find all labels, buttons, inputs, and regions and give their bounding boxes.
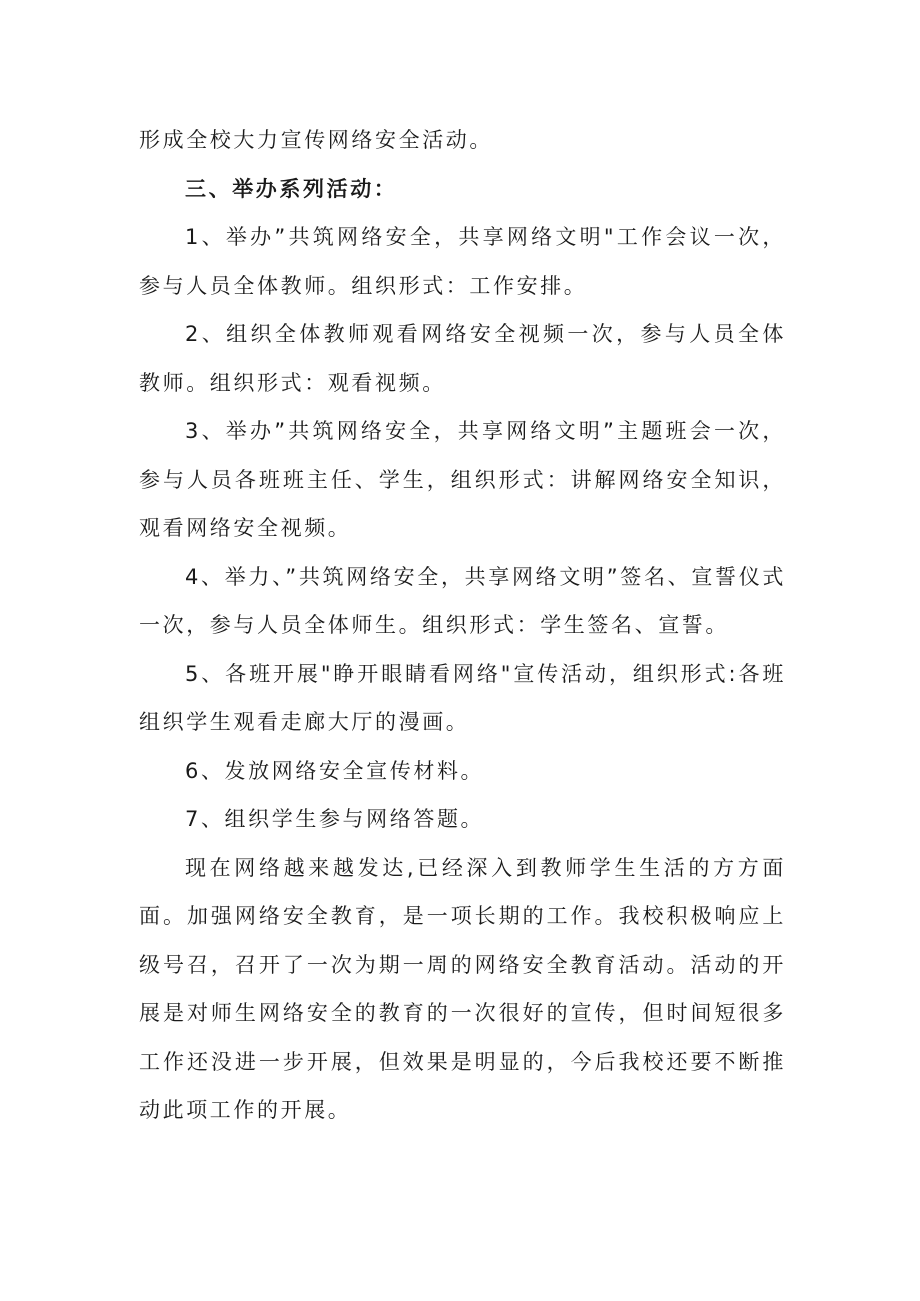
activity-item-4: 4、举力、”共筑网络安全，共享网络文明”签名、宣誓仪式一次，参与人员全体师生。组织形式：学生签名、宣誓。 [139,564,786,637]
activity-item-6: 6、发放网络安全宣传材料。 [185,758,485,783]
activity-item-5: 5、各班开展"睁开眼睛看网络"宣传活动，组织形式:各班组织学生观看走廊大厅的漫画。 [139,661,786,734]
conclusion-paragraph: 现在网络越来越发达,已经深入到教师学生生活的方方面面。加强网络安全教育，是一项长期的工作。我校积极响应上级号召，召开了一次为期一周的网络安全教育活动。活动的开展是对师生网络安全的教育的一次很好的宣传，但时间短很多工作还没进一步开展，但效果是明显的，今后我校还要不断推动此项工作的开展。 [139,855,786,1122]
document-body [139,116,786,1135]
activity-item-1: 1、举办”共筑网络安全，共享网络文明"工作会议一次，参与人员全体教师。组织形式：工作安排。 [139,225,786,298]
activity-item-2: 2、组织全体教师观看网络安全视频一次，参与人员全体教师。组织形式：观看视频。 [139,322,786,395]
activity-item-3: 3、举办”共筑网络安全，共享网络文明”主题班会一次，参与人员各班班主任、学生，组织形式：讲解网络安全知识，观看网络安全视频。 [139,419,786,540]
section-heading: 三、举办系列活动： [185,176,398,201]
paragraph-continuation: 形成全校大力宣传网络安全活动。 [139,128,493,152]
activity-item-7: 7、组织学生参与网络答题。 [185,807,485,831]
